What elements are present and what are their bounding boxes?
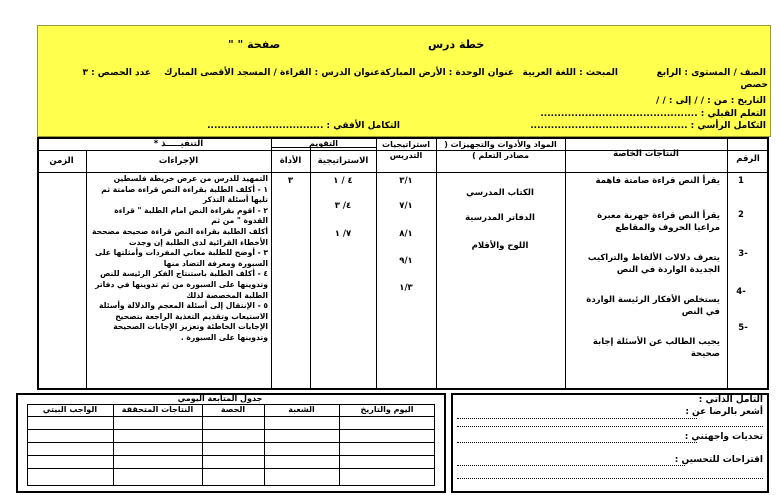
date-line: التاريخ : من : / / إلى : / /	[656, 96, 766, 106]
col-assess-strategy: الاستراتيجية	[317, 156, 369, 166]
outcome-item: يقرأ النص قراءة جهرية معبرة مراعيا الحروف والمقاطع	[597, 211, 720, 233]
material-item: الدفاتر المدرسية	[465, 213, 535, 223]
unit-label: عنوان الوحدة : الأرض المباركة	[380, 68, 514, 78]
assess-strategy-item: ٧/ ١	[334, 229, 352, 239]
implementation-header: التنفيـــــذ *	[153, 139, 204, 149]
outcome-item: يتعرف دلالات الألفاظ والتراكيب الجديدة الواردة في النص	[587, 253, 720, 275]
reflection-line: تحديات واجهتني :	[684, 432, 763, 442]
followup-col: الشعبة	[288, 405, 315, 414]
prior-learning: التعلم القبلي : ..............................................	[540, 109, 766, 119]
procedure-item: ٣ - أوضح للطلبة معاني المفردات وأمثلتها على السبورة ومعرفة التضاد منها	[95, 248, 268, 268]
assess-strategy-item: ٤/ ٣	[334, 201, 352, 211]
page-label: صفحة " "	[228, 38, 281, 51]
row-number: 2	[738, 210, 744, 220]
procedure-item: التمهيد للدرس من عرض خريطة فلسطين	[113, 174, 268, 183]
outcome-item: يجيب الطالب عن الأسئلة إجابة صحيحة	[592, 337, 720, 359]
strategy-item: ٩/١	[399, 256, 413, 266]
plan-title: خطة درس	[428, 38, 485, 51]
followup-col: اليوم والتاريخ	[360, 405, 414, 414]
followup-col: الحصة	[220, 405, 246, 414]
procedure-item: أكلف الطلبة بقراءة النص قراءة صحيحة مصححة الأخطاء القرائية لدى الطلبة إن وجدت	[92, 226, 268, 247]
reflection-title: التأمل الذاتي :	[698, 395, 763, 405]
col-time: الزمن	[49, 156, 74, 166]
assess-tool: ٣	[287, 176, 294, 186]
material-item: الكتاب المدرسي	[466, 188, 534, 198]
row-number: -5	[738, 323, 748, 333]
subject-label: المبحث : اللغة العربية	[522, 68, 618, 78]
col-procedures: الإجراءات	[158, 156, 199, 166]
procedure-item: ٥ - الإنتقال إلى أسئلة المعجم والدلالة وأسئلة الاستيعاب وتقديم التغذية الراجعة بتصحيح الإجابات الخاطئة وتعزيز الإجابات الصحيحة وتدوينها على السبورة .	[99, 301, 268, 342]
row-number: 1	[738, 176, 744, 186]
lesson-label: عنوان الدرس : القراءة / المسجد الأقصى المبارك	[164, 68, 380, 78]
col-assess-tool: الأداة	[279, 156, 302, 166]
outcome-item: يستخلص الأفكار الرئيسة الواردة في النص	[586, 295, 720, 317]
material-item: اللوح والأقلام	[471, 241, 529, 251]
followup-col: الواجب البيتي	[42, 405, 98, 414]
procedure-item: ١ - أكلف الطلبة بقراءة النص قراءة صامتة ثم تليها أسئلة التذكر	[101, 184, 268, 205]
followup-title: جدول المتابعة اليومي	[177, 394, 263, 403]
strategy-item: ٧/١	[399, 201, 413, 211]
procedures-list	[88, 174, 268, 344]
row-number: -3	[738, 249, 748, 259]
col-materials: المواد والأدوات والتجهيزات ( مصادر التعلم )	[444, 140, 557, 160]
outcome-item: يقرأ النص قراءة صامتة فاهمة	[595, 176, 720, 186]
col-number: الرقم	[736, 154, 760, 164]
strategy-item: ٣/١	[399, 176, 413, 186]
horizontal-integration: التكامل الأفقي : ..................................	[207, 121, 400, 131]
assess-strategy-item: ٤ / ١	[333, 176, 353, 186]
sessions-label: عدد الحصص : ٣	[82, 68, 151, 78]
strategy-item: ١/٣	[399, 283, 413, 293]
reflection-line: أشعر بالرضا عن :	[685, 407, 763, 417]
col-outcomes: النتاجات الخاصة	[613, 149, 679, 159]
followup-col: النتاجات المتحققة	[121, 405, 194, 414]
procedure-item: ٢ - اقوم بقراءة النص امام الطلبة " قراءة القدوة " من ثم	[114, 205, 268, 226]
strategy-item: ٨/١	[399, 229, 413, 239]
procedure-item: ٤ - أكلف الطلبة باستنتاج الفكر الرئيسة للنص وتدوينها على السبورة من ثم تدوينها في دفاتر الطلبة المخصصة لذلك	[95, 269, 268, 300]
col-strategies: استراتيجيات التدريس	[382, 140, 430, 160]
vertical-integration: التكامل الرأسي : ..............................................	[530, 121, 766, 131]
reflection-line: اقتراحات للتحسين :	[674, 455, 763, 465]
grade-label: الصف / المستوى : الرابع	[656, 68, 766, 78]
sessions-unit: حصص	[740, 80, 768, 90]
header-panel	[37, 25, 771, 137]
row-number: -4	[736, 287, 746, 297]
assessment-header: التقويم	[308, 139, 339, 148]
